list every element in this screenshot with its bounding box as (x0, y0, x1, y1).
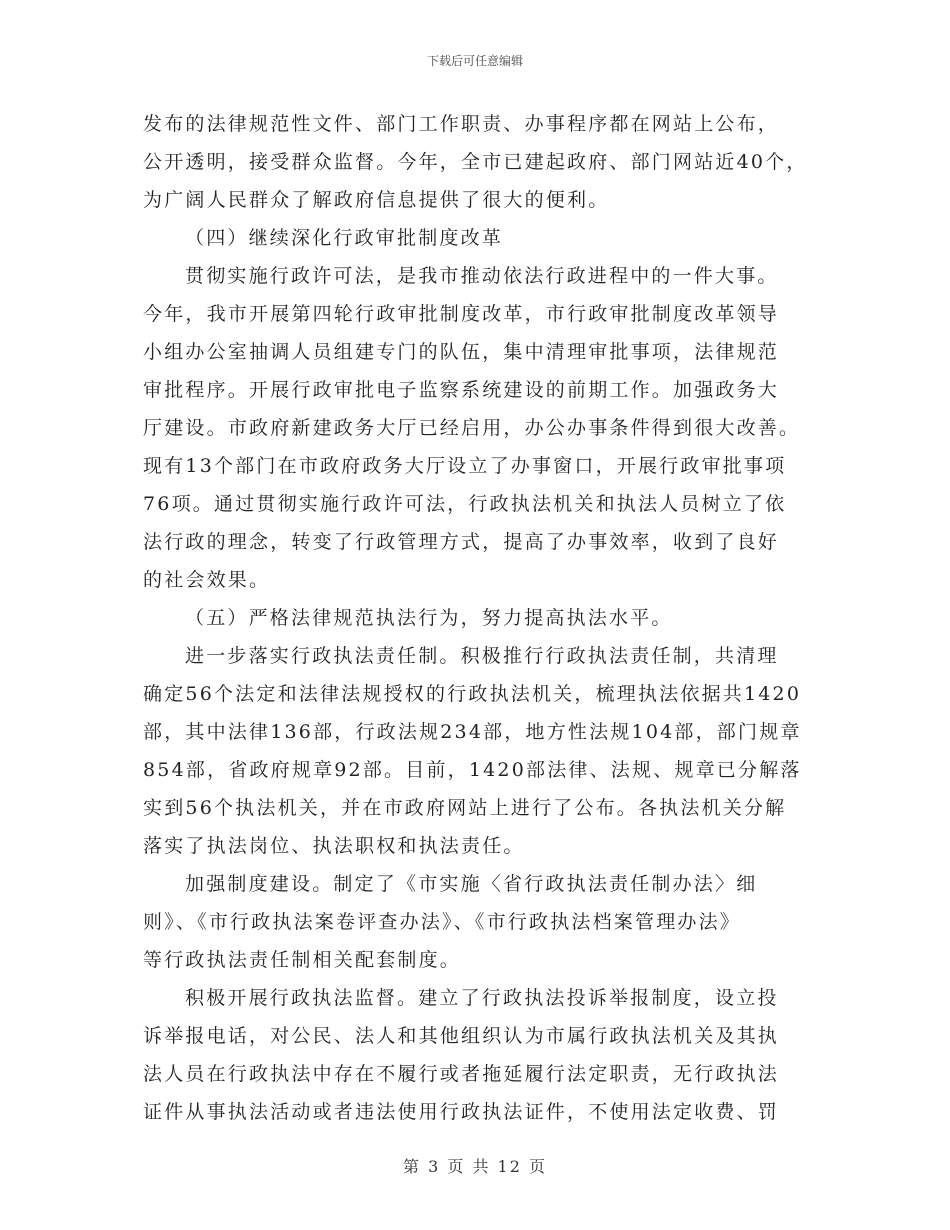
section-heading-4: （四）继续深化行政审批制度改革 (185, 227, 504, 249)
text-line: 贯彻实施行政许可法，是我市推动依法行政进程中的一件大事。 (185, 265, 779, 287)
text-line: 审批程序。开展行政审批电子监察系统建设的前期工作。加强政务大 (143, 379, 780, 401)
text-line: 法人员在行政执法中存在不履行或者拖延履行法定职责，无行政执法 (143, 1063, 780, 1085)
text-line: 厅建设。市政府新建政务大厅已经启用，办公办事条件得到很大改善。 (143, 417, 801, 439)
document-body (143, 105, 808, 1131)
text-line: 今年，我市开展第四轮行政审批制度改革，市行政审批制度改革领导 (143, 303, 780, 325)
text-line: 则》、《市行政执法案卷评查办法》、《市行政执法档案管理办法》 (143, 911, 742, 933)
text-line: 积极开展行政执法监督。建立了行政执法投诉举报制度，设立投 (185, 987, 779, 1009)
text-line: 现有13个部门在市政府政务大厅设立了办事窗口，开展行政审批事项 (143, 455, 787, 477)
text-line: 法行政的理念，转变了行政管理方式，提高了办事效率，收到了良好 (143, 531, 780, 553)
header-note: 下载后可任意编辑 (426, 54, 523, 68)
text-line: 等行政执法责任制相关配套制度。 (143, 949, 462, 971)
section-heading-5: （五）严格法律规范执法行为，努力提高执法水平。 (185, 607, 673, 629)
text-line: 小组办公室抽调人员组建专门的队伍，集中清理审批事项，法律规范 (143, 341, 780, 363)
text-line: 诉举报电话，对公民、法人和其他组织认为市属行政执法机关及其执 (143, 1025, 780, 1047)
text-line: 加强制度建设。制定了《市实施〈省行政执法责任制办法〉细 (185, 873, 758, 895)
page-footer: 第 3 页 共 12 页 (403, 1157, 547, 1176)
text-line: 部，其中法律136部，行政法规234部，地方性法规104部，部门规章 (143, 721, 802, 743)
text-line: 确定56个法定和法律法规授权的行政执法机关，梳理执法依据共1420 (143, 683, 802, 705)
text-line: 落实了执法岗位、执法职权和执法责任。 (143, 835, 525, 857)
text-line: 发布的法律规范性文件、部门工作职责、办事程序都在网站上公布， (143, 113, 780, 135)
text-line: 公开透明，接受群众监督。今年，全市已建起政府、部门网站近40个， (143, 151, 808, 173)
text-line: 进一步落实行政执法责任制。积极推行行政执法责任制，共清理 (185, 645, 779, 667)
text-line: 证件从事执法活动或者违法使用行政执法证件，不使用法定收费、罚 (143, 1101, 780, 1123)
text-line: 76项。通过贯彻实施行政许可法，行政执法机关和执法人员树立了依 (143, 493, 787, 515)
text-line: 854部，省政府规章92部。目前，1420部法律、法规、规章已分解落 (143, 759, 802, 781)
text-line: 实到56个执法机关，并在市政府网站上进行了公布。各执法机关分解 (143, 797, 787, 819)
text-line: 为广阔人民群众了解政府信息提供了很大的便利。 (143, 189, 610, 211)
text-line: 的社会效果。 (143, 569, 271, 591)
